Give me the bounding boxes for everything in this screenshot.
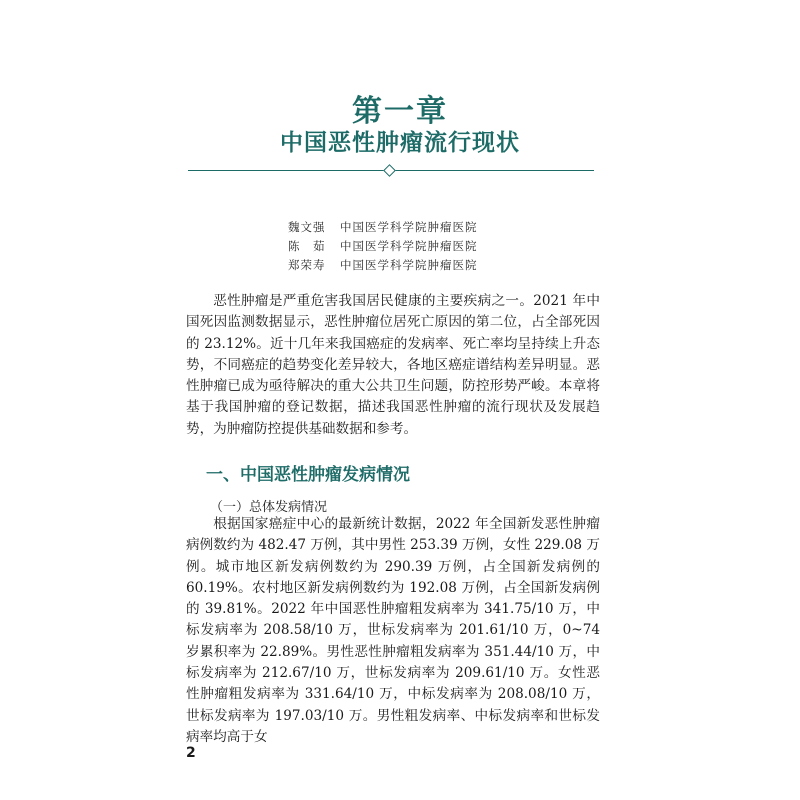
section-heading: 一、中国恶性肿瘤发病情况	[206, 465, 410, 485]
chapter-title: 中国恶性肿瘤流行现状	[280, 130, 520, 156]
intro-paragraph: 恶性肿瘤是严重危害我国居民健康的主要疾病之一。2021 年中国死因监测数据显示，恶性肿瘤位居死亡原因的第二位，占全部死因的 23.12%。近十几年来我国癌症的发病率、死亡率均呈持续上升态势，不同癌症的趋势变化差异较大，各地区癌症谱结构差异明显。恶性肿瘤已成为亟待解决的重大公共卫生问题，防控形势严峻。本章将基于我国肿瘤的登记数据，描述我国恶性肿瘤的流行现状及发展趋势，为肿瘤防控提供基础数据和参考。	[186, 293, 600, 437]
author-affiliation: 中国医学科学院肿瘤医院	[340, 239, 478, 253]
author-name: 魏文强	[288, 220, 326, 234]
body-paragraph: 根据国家癌症中心的最新统计数据，2022 年全国新发恶性肿瘤病例数约为 482.47 万例，其中男性 253.39 万例，女性 229.08 万例。城市地区新发病例数约为 290.39 万例，占全国新发病例的 60.19%。农村地区新发病例数约为 192.08 万例，占全国新发病例的 39.81%。2022 年中国恶性肿瘤粗发病率为 341.75/10 万，中标发病率为 208.58/10 万，世标发病率为 201.61/10 万，0~74 岁累积率为 22.89%。男性恶性肿瘤粗发病率为 351.44/10 万，中标发病率为 212.67/10 万，世标发病率为 209.61/10 万。女性恶性肿瘤粗发病率为 331.64/10 万，中标发病率为 208.08/10 万，世标发病率为 197.03/10 万。男性粗发病率、中标发病率和世标发病率均高于女	[186, 516, 600, 745]
author-row	[288, 256, 478, 275]
author-row	[288, 237, 478, 256]
page-number: 2	[186, 745, 196, 761]
author-affiliation: 中国医学科学院肿瘤医院	[340, 220, 478, 234]
author-list	[288, 218, 478, 275]
chapter-number: 第一章	[352, 94, 448, 129]
subsection-heading: （一）总体发病情况	[210, 500, 328, 515]
author-row	[288, 218, 478, 237]
divider-diamond-ornament	[383, 164, 396, 177]
author-name: 郑荣寿	[288, 258, 326, 272]
author-affiliation: 中国医学科学院肿瘤医院	[340, 258, 478, 272]
author-name: 陈 茹	[288, 239, 326, 253]
